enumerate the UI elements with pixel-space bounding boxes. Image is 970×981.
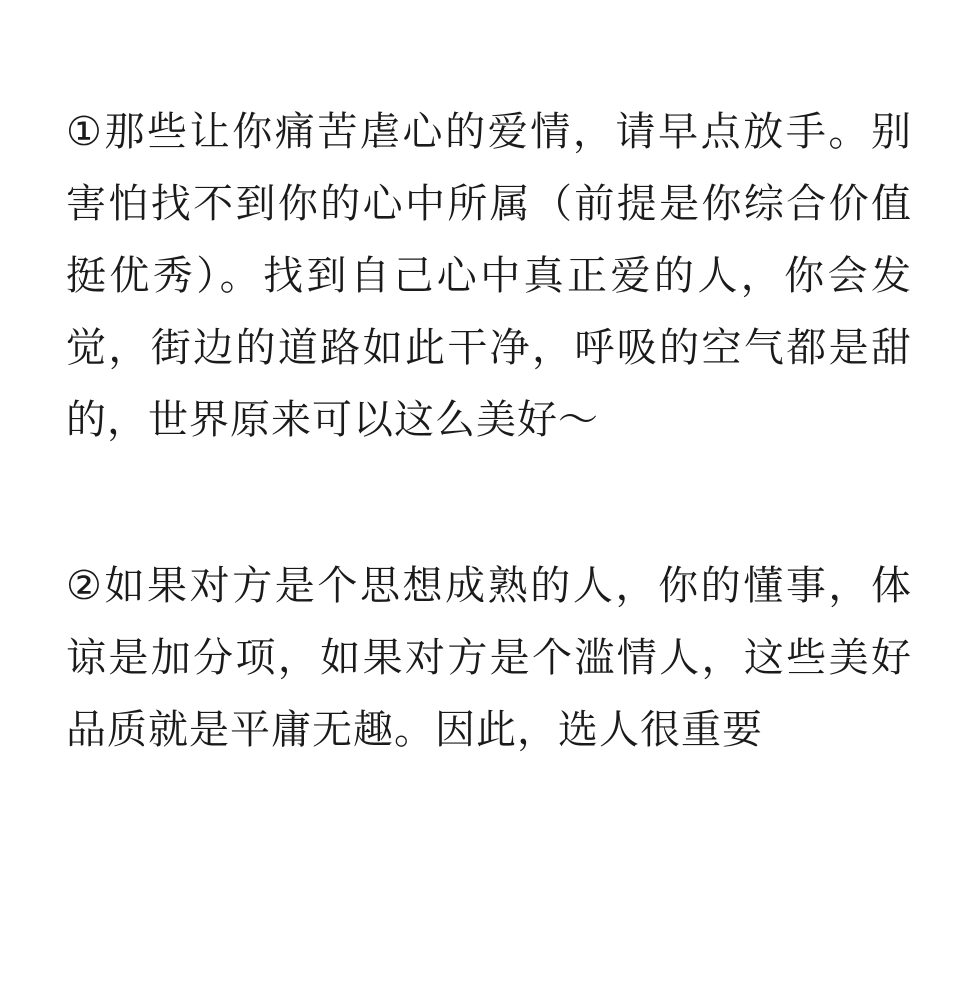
paragraph-2-line-1: ②如果对方是个思想成熟的人，你的懂事，体 xyxy=(66,563,912,609)
paragraph-1-line-1: ①那些让你痛苦虐心的爱情，请早点放手。别 xyxy=(66,109,912,155)
paragraph-1 xyxy=(66,96,912,456)
paragraph-2-line-2: 谅是加分项，如果对方是个滥情人，这些美好 xyxy=(66,635,912,681)
paragraph-1-line-3: 挺优秀）。找到自己心中真正爱的人，你会发 xyxy=(66,253,912,299)
paragraph-1-line-4: 觉，街边的道路如此干净，呼吸的空气都是甜 xyxy=(66,325,912,371)
paragraph-1-line-2: 害怕找不到你的心中所属（前提是你综合价值 xyxy=(66,181,912,227)
paragraph-2 xyxy=(66,550,912,766)
paragraph-1-line-5: 的，世界原来可以这么美好～ xyxy=(66,397,599,443)
paragraph-2-line-3: 品质就是平庸无趣。因此，选人很重要 xyxy=(66,707,763,753)
